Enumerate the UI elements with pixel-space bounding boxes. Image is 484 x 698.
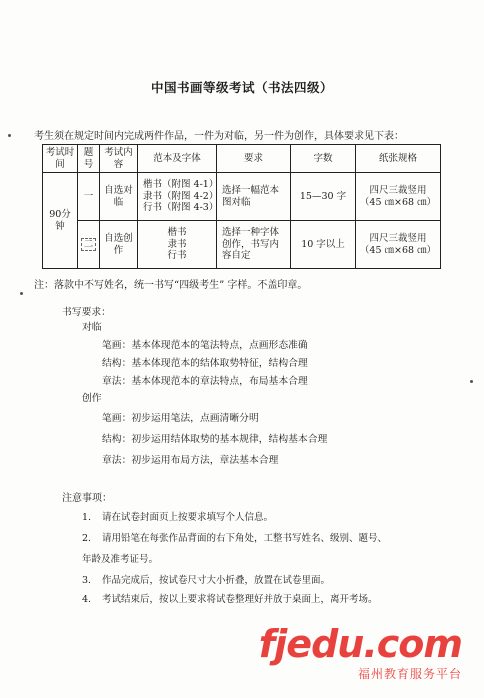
font-item: 隶书（附图 4-2） [143, 190, 219, 202]
cell-count: 15—30 字 [291, 173, 356, 221]
table-header-row [43, 145, 441, 173]
create-item: 结构：初步运用结体取势的基本规律，结构基本合理 [102, 434, 328, 445]
scan-speck [470, 380, 473, 383]
cell-num [78, 221, 100, 269]
font-item: 行书（附图 4-3） [143, 202, 219, 214]
cell-content: 自选对临 [100, 173, 138, 221]
scan-speck [8, 134, 11, 137]
watermark-subtitle: 福州教育服务平台 [357, 667, 462, 681]
notices-heading: 注意事项： [62, 493, 112, 504]
notice-text: 考试结束后，按以上要求将试卷整理好并放于桌面上，离开考场。 [102, 594, 378, 605]
cell-duration: 90分钟 [43, 173, 78, 269]
paper-dim: （45 ㎝×68 ㎝） [359, 244, 437, 256]
notice-item [82, 591, 378, 605]
header-content: 考试内容 [100, 145, 138, 173]
notice-num: 1. [82, 512, 92, 523]
header-time: 考试时间 [43, 145, 78, 173]
copy-item: 结构：基本体现范本的结体取势特征，结构合理 [102, 358, 308, 369]
create-section-label: 创作 [82, 393, 102, 404]
cell-content: 自选创作 [100, 221, 138, 269]
signature-note: 注：落款中不写姓名，统一书写“四级考生” 字样。不盖印章。 [34, 280, 308, 291]
cell-requirement: 选择一幅范本图对临 [217, 173, 291, 221]
font-item: 行书 [167, 250, 187, 262]
table-row [43, 221, 441, 269]
font-item: 楷书 [167, 226, 187, 238]
notice-item [82, 530, 387, 544]
notice-item [82, 572, 330, 586]
notice-text: 请用铅笔在每张作品背面的右下角处，工整书写姓名、级别、题号、 [102, 533, 388, 544]
paper-size: 四尺三裁竖用 [369, 184, 427, 196]
watermark-logo: fjedu.com [258, 622, 462, 666]
header-requirement: 要求 [217, 145, 291, 173]
header-paper: 纸张规格 [356, 145, 441, 173]
header-fonts: 范本及字体 [138, 145, 217, 173]
font-item: 隶书 [167, 238, 187, 250]
scan-speck [20, 292, 23, 295]
paper-size: 四尺三裁竖用 [369, 232, 427, 244]
table-row [43, 173, 441, 221]
cell-fonts [138, 173, 217, 221]
copy-item: 章法：基本体现范本的章法特点，布局基本合理 [102, 376, 308, 387]
header-num: 题号 [78, 145, 100, 173]
notice-continuation: 年龄及准考证号。 [82, 554, 159, 565]
notice-text: 请在试卷封面页上按要求填写个人信息。 [102, 512, 274, 523]
num-box: 二 [81, 238, 97, 252]
cell-paper [356, 173, 441, 221]
copy-item: 笔画：基本体现范本的笔法特点，点画形态准确 [102, 340, 308, 351]
notice-item [82, 509, 273, 523]
paper-dim: （45 ㎝×68 ㎝） [359, 196, 437, 208]
notice-num: 3. [82, 575, 92, 586]
cell-paper [356, 221, 441, 269]
cell-fonts [138, 221, 217, 269]
requirements-heading: 书写要求： [62, 307, 111, 318]
copy-section-label: 对临 [82, 322, 102, 333]
cell-requirement: 选择一种字体创作，书写内容自定 [217, 221, 291, 269]
notice-text: 作品完成后，按试卷尺寸大小折叠，放置在试卷里面。 [102, 575, 331, 586]
watermark [258, 622, 462, 682]
notice-num: 2. [82, 533, 92, 544]
notice-num: 4. [82, 594, 92, 605]
cell-num: 一 [78, 173, 100, 221]
header-count: 字数 [291, 145, 356, 173]
cell-count: 10 字以上 [291, 221, 356, 269]
intro-text: 考生须在规定时间内完成两件作品，一件为对临，另一件为创作，具体要求见下表： [34, 131, 404, 142]
font-item: 楷书（附图 4-1） [143, 178, 219, 190]
create-item: 笔画：初步运用笔法，点画清晰分明 [102, 413, 259, 424]
page-title: 中国书画等级考试（书法四级） [150, 80, 333, 95]
exam-table [42, 144, 441, 269]
create-item: 章法：初步运用布局方法，章法基本合理 [102, 455, 279, 466]
